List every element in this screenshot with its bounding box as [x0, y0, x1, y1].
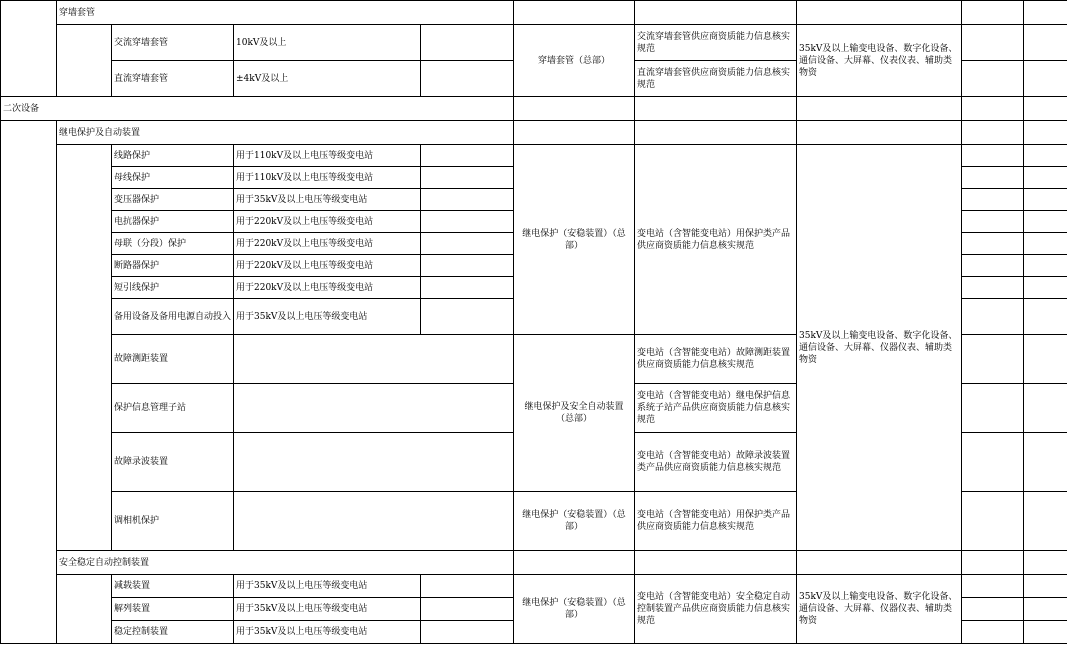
item-desc: ±4kV及以上 — [234, 61, 421, 97]
cell-empty — [635, 121, 797, 145]
table-row — [1, 1, 1067, 25]
cell-empty — [1024, 551, 1067, 575]
cell-empty — [514, 97, 635, 121]
item-desc: 用于220kV及以上电压等级变电站 — [234, 255, 421, 277]
cell-empty — [1024, 384, 1067, 433]
item-desc: 用于35kV及以上电压等级变电站 — [234, 189, 421, 211]
table-row — [1, 97, 1067, 121]
cell-empty — [421, 255, 514, 277]
item-name: 故障录波装置 — [112, 433, 234, 492]
cell-empty — [421, 211, 514, 233]
spec-condenser: 变电站（含智能变电站）用保护类产品供应商资质能力信息核实规范 — [635, 492, 797, 551]
cell-empty — [962, 598, 1024, 621]
cell-empty — [57, 145, 112, 551]
cell-empty — [962, 189, 1024, 211]
cell-empty — [1024, 25, 1067, 61]
relay-header: 继电保护及自动装置 — [57, 121, 514, 145]
cell-empty — [1024, 189, 1067, 211]
cell-empty — [421, 621, 514, 644]
cell-empty — [1, 121, 57, 644]
cell-empty — [421, 189, 514, 211]
item-desc: 用于35kV及以上电压等级变电站 — [234, 621, 421, 644]
cell-empty — [962, 211, 1024, 233]
cell-empty — [962, 97, 1024, 121]
scope-sleeve: 35kV及以上输变电设备、数字化设备、通信设备、大屏幕、仪表仪表、辅助类物资 — [797, 25, 962, 97]
item-name: 保护信息管理子站 — [112, 384, 234, 433]
cell-empty — [962, 433, 1024, 492]
spec-fault-locate: 变电站（含智能变电站）故障测距装置供应商资质能力信息核实规范 — [635, 335, 797, 384]
item-name: 减载装置 — [112, 575, 234, 598]
item-name: 短引线保护 — [112, 277, 234, 299]
spec-dc-sleeve: 直流穿墙套管供应商资质能力信息核实规范 — [635, 61, 797, 97]
spec-ac-sleeve: 交流穿墙套管供应商资质能力信息核实规范 — [635, 25, 797, 61]
item-desc: 用于110kV及以上电压等级变电站 — [234, 145, 421, 167]
cell-empty — [1024, 575, 1067, 598]
cell-empty — [234, 492, 514, 551]
cell-empty — [1024, 233, 1067, 255]
cell-empty — [962, 25, 1024, 61]
cell-empty — [57, 25, 112, 97]
group-relay: 继电保护（安稳装置）（总部） — [514, 145, 635, 335]
cell-empty — [234, 335, 514, 384]
cell-empty — [234, 433, 514, 492]
cell-empty — [1024, 255, 1067, 277]
cell-empty — [421, 233, 514, 255]
cell-empty — [1024, 492, 1067, 551]
cell-empty — [962, 299, 1024, 335]
spec-protect-info: 变电站（含智能变电站）继电保护信息系统子站产品供应商资质能力信息核实规范 — [635, 384, 797, 433]
cell-empty — [962, 621, 1024, 644]
cell-empty — [797, 97, 962, 121]
cell-empty — [1024, 145, 1067, 167]
cell-empty — [635, 97, 797, 121]
item-name: 线路保护 — [112, 145, 234, 167]
item-desc: 10kV及以上 — [234, 25, 421, 61]
cell-empty — [1024, 121, 1067, 145]
cell-empty — [962, 233, 1024, 255]
item-name: 母线保护 — [112, 167, 234, 189]
cell-empty — [234, 384, 514, 433]
cell-empty — [635, 1, 797, 25]
item-name: 解列装置 — [112, 598, 234, 621]
cell-empty — [421, 575, 514, 598]
item-name: 交流穿墙套管 — [112, 25, 234, 61]
cell-empty — [421, 25, 514, 61]
cell-empty — [1024, 211, 1067, 233]
item-desc: 用于35kV及以上电压等级变电站 — [234, 598, 421, 621]
item-desc: 用于220kV及以上电压等级变电站 — [234, 233, 421, 255]
cell-empty — [962, 575, 1024, 598]
item-desc: 用于220kV及以上电压等级变电站 — [234, 211, 421, 233]
item-name: 变压器保护 — [112, 189, 234, 211]
cell-empty — [797, 551, 962, 575]
cell-empty — [962, 1, 1024, 25]
item-desc: 用于220kV及以上电压等级变电站 — [234, 277, 421, 299]
cell-empty — [421, 598, 514, 621]
cell-empty — [1, 1, 57, 97]
cell-empty — [962, 255, 1024, 277]
table-row — [1, 121, 1067, 145]
cell-empty — [1024, 433, 1067, 492]
cell-empty — [57, 575, 112, 644]
spec-relay: 变电站（含智能变电站）用保护类产品供应商资质能力信息核实规范 — [635, 145, 797, 335]
cell-empty — [1024, 277, 1067, 299]
cell-empty — [514, 121, 635, 145]
item-name: 母联（分段）保护 — [112, 233, 234, 255]
scope-stability: 35kV及以上输变电设备、数字化设备、通信设备、大屏幕、仪器仪表、辅助类物资 — [797, 575, 962, 644]
cell-empty — [797, 1, 962, 25]
group-safety: 继电保护及安全自动装置（总部） — [514, 335, 635, 492]
cell-empty — [514, 551, 635, 575]
cell-empty — [1024, 167, 1067, 189]
item-name: 故障测距装置 — [112, 335, 234, 384]
cell-empty — [421, 299, 514, 335]
cell-empty — [514, 1, 635, 25]
stability-header: 安全稳定自动控制装置 — [57, 551, 514, 575]
cell-empty — [962, 492, 1024, 551]
cell-empty — [421, 61, 514, 97]
cell-empty — [1024, 299, 1067, 335]
item-desc: 用于35kV及以上电压等级变电站 — [234, 575, 421, 598]
cell-empty — [1024, 97, 1067, 121]
group-sleeve: 穿墙套管（总部） — [514, 25, 635, 97]
spec-stability: 变电站（含智能变电站）安全稳定自动控制装置产品供应商资质能力信息核实规范 — [635, 575, 797, 644]
cell-empty — [421, 277, 514, 299]
section-secondary-title: 二次设备 — [1, 97, 514, 121]
cell-empty — [421, 167, 514, 189]
item-name: 直流穿墙套管 — [112, 61, 234, 97]
cell-empty — [1024, 61, 1067, 97]
item-name: 稳定控制装置 — [112, 621, 234, 644]
cell-empty — [962, 551, 1024, 575]
cell-empty — [635, 551, 797, 575]
cell-empty — [1024, 621, 1067, 644]
item-name: 备用设备及备用电源自动投入 — [112, 299, 234, 335]
cell-empty — [962, 384, 1024, 433]
cell-empty — [797, 121, 962, 145]
cell-empty — [962, 335, 1024, 384]
scope-relay: 35kV及以上输变电设备、数字化设备、通信设备、大屏幕、仪器仪表、辅助类物资 — [797, 145, 962, 551]
cell-empty — [1024, 1, 1067, 25]
table-row — [1, 551, 1067, 575]
cell-empty — [1024, 598, 1067, 621]
category-sleeve-header: 穿墙套管 — [57, 1, 514, 25]
item-name: 调相机保护 — [112, 492, 234, 551]
spec-fault-record: 变电站（含智能变电站）故障录波装置类产品供应商资质能力信息核实规范 — [635, 433, 797, 492]
cell-empty — [1024, 335, 1067, 384]
cell-empty — [962, 61, 1024, 97]
cell-empty — [962, 277, 1024, 299]
item-name: 断路器保护 — [112, 255, 234, 277]
cell-empty — [962, 145, 1024, 167]
item-name: 电抗器保护 — [112, 211, 234, 233]
table-row — [1, 145, 1067, 167]
group-condenser: 继电保护（安稳装置）（总部） — [514, 492, 635, 551]
table-row — [1, 575, 1067, 598]
cell-empty — [421, 145, 514, 167]
item-desc: 用于110kV及以上电压等级变电站 — [234, 167, 421, 189]
table-row — [1, 25, 1067, 61]
cell-empty — [962, 167, 1024, 189]
group-stability: 继电保护（安稳装置）（总部） — [514, 575, 635, 644]
cell-empty — [962, 121, 1024, 145]
item-desc: 用于35kV及以上电压等级变电站 — [234, 299, 421, 335]
